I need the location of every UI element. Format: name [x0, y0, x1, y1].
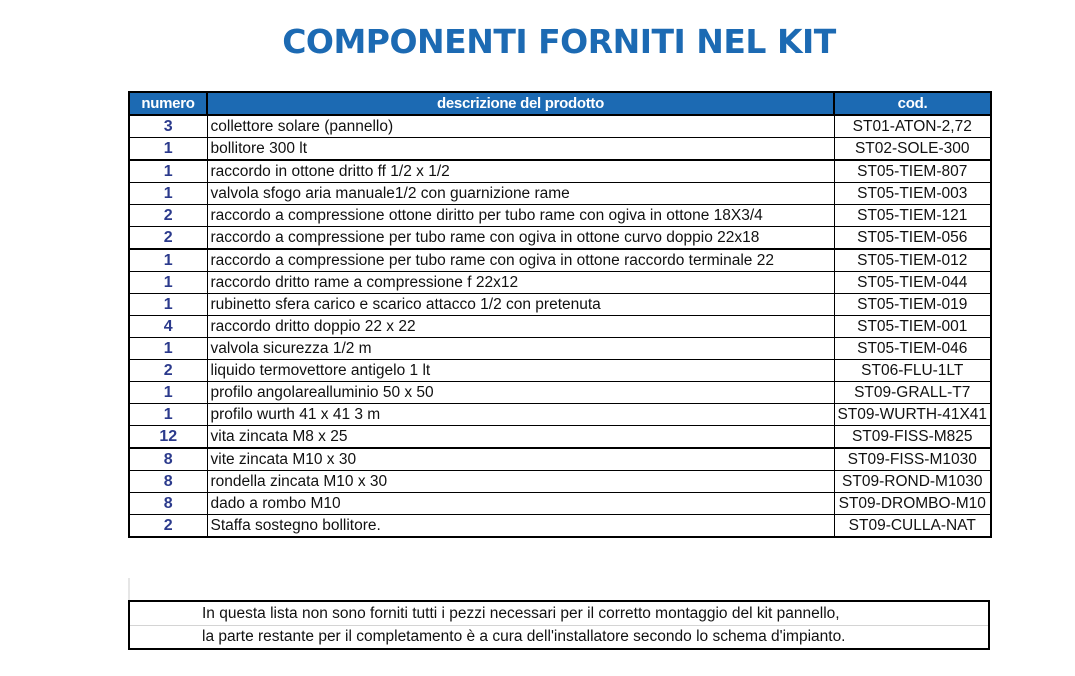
- description-cell: profilo wurth 41 x 41 3 m: [207, 404, 834, 426]
- code-cell: ST05-TIEM-044: [834, 272, 991, 294]
- table-row: [129, 205, 991, 227]
- description-cell: raccordo dritto rame a compressione f 22x12: [207, 272, 834, 294]
- table-body: [129, 115, 991, 537]
- quantity-cell: 2: [129, 205, 207, 227]
- code-cell: ST05-TIEM-012: [834, 249, 991, 272]
- quantity-cell: 2: [129, 360, 207, 382]
- description-cell: rubinetto sfera carico e scarico attacco 1/2 con pretenuta: [207, 294, 834, 316]
- code-cell: ST05-TIEM-121: [834, 205, 991, 227]
- code-cell: ST09-FISS-M825: [834, 426, 991, 449]
- quantity-cell: 8: [129, 448, 207, 471]
- table-row: [129, 227, 991, 250]
- table-row: [129, 160, 991, 183]
- code-cell: ST05-TIEM-056: [834, 227, 991, 250]
- column-header-qty: numero: [129, 92, 207, 115]
- quantity-cell: 1: [129, 249, 207, 272]
- column-header-code: cod.: [834, 92, 991, 115]
- table-row: [129, 404, 991, 426]
- description-cell: rondella zincata M10 x 30: [207, 471, 834, 493]
- table-row: [129, 471, 991, 493]
- table-row: [129, 183, 991, 205]
- description-cell: raccordo a compressione per tubo rame con ogiva in ottone raccordo terminale 22: [207, 249, 834, 272]
- table-row: [129, 382, 991, 404]
- quantity-cell: 2: [129, 515, 207, 538]
- quantity-cell: 1: [129, 382, 207, 404]
- quantity-cell: 8: [129, 471, 207, 493]
- quantity-cell: 8: [129, 493, 207, 515]
- table-row: [129, 272, 991, 294]
- description-cell: profilo angolarealluminio 50 x 50: [207, 382, 834, 404]
- quantity-cell: 1: [129, 183, 207, 205]
- code-cell: ST09-FISS-M1030: [834, 448, 991, 471]
- table-row: [129, 249, 991, 272]
- code-cell: ST09-WURTH-41X41: [834, 404, 991, 426]
- description-cell: collettore solare (pannello): [207, 115, 834, 138]
- components-table: [128, 91, 992, 538]
- quantity-cell: 12: [129, 426, 207, 449]
- code-cell: ST09-ROND-M1030: [834, 471, 991, 493]
- table-row: [129, 138, 991, 161]
- description-cell: raccordo dritto doppio 22 x 22: [207, 316, 834, 338]
- table-row: [129, 294, 991, 316]
- description-cell: raccordo a compressione ottone diritto per tubo rame con ogiva in ottone 18X3/4: [207, 205, 834, 227]
- code-cell: ST05-TIEM-807: [834, 160, 991, 183]
- code-cell: ST01-ATON-2,72: [834, 115, 991, 138]
- disclaimer-line-2: la parte restante per il completamento è a cura dell'installatore secondo lo schema d'impianto.: [130, 625, 988, 648]
- description-cell: vita zincata M8 x 25: [207, 426, 834, 449]
- table-row: [129, 448, 991, 471]
- description-cell: raccordo a compressione per tubo rame con ogiva in ottone curvo doppio 22x18: [207, 227, 834, 250]
- quantity-cell: 1: [129, 404, 207, 426]
- disclaimer-line-1: In questa lista non sono forniti tutti i pezzi necessari per il corretto montaggio del kit pannello,: [202, 605, 840, 622]
- code-cell: ST09-CULLA-NAT: [834, 515, 991, 538]
- code-cell: ST05-TIEM-046: [834, 338, 991, 360]
- quantity-cell: 1: [129, 338, 207, 360]
- column-header-description: descrizione del prodotto: [207, 92, 834, 115]
- table-header-row: [129, 92, 991, 115]
- quantity-cell: 1: [129, 272, 207, 294]
- description-cell: vite zincata M10 x 30: [207, 448, 834, 471]
- table-row: [129, 493, 991, 515]
- code-cell: ST05-TIEM-019: [834, 294, 991, 316]
- code-cell: ST05-TIEM-001: [834, 316, 991, 338]
- table-row: [129, 360, 991, 382]
- description-cell: valvola sicurezza 1/2 m: [207, 338, 834, 360]
- quantity-cell: 1: [129, 294, 207, 316]
- table-row: [129, 115, 991, 138]
- code-cell: ST02-SOLE-300: [834, 138, 991, 161]
- quantity-cell: 2: [129, 227, 207, 250]
- code-cell: ST09-GRALL-T7: [834, 382, 991, 404]
- quantity-cell: 1: [129, 138, 207, 161]
- page-title: COMPONENTI FORNITI NEL KIT: [282, 22, 836, 61]
- table-row: [129, 515, 991, 538]
- code-cell: ST09-DROMBO-M10: [834, 493, 991, 515]
- description-cell: liquido termovettore antigelo 1 lt: [207, 360, 834, 382]
- quantity-cell: 1: [129, 160, 207, 183]
- table-row: [129, 338, 991, 360]
- quantity-cell: 4: [129, 316, 207, 338]
- code-cell: ST05-TIEM-003: [834, 183, 991, 205]
- table-row: [129, 426, 991, 449]
- disclaimer-note: [128, 600, 990, 650]
- divider: [128, 578, 130, 600]
- description-cell: Staffa sostegno bollitore.: [207, 515, 834, 538]
- code-cell: ST06-FLU-1LT: [834, 360, 991, 382]
- quantity-cell: 3: [129, 115, 207, 138]
- description-cell: dado a rombo M10: [207, 493, 834, 515]
- description-cell: valvola sfogo aria manuale1/2 con guarnizione rame: [207, 183, 834, 205]
- description-cell: raccordo in ottone dritto ff 1/2 x 1/2: [207, 160, 834, 183]
- description-cell: bollitore 300 lt: [207, 138, 834, 161]
- table-row: [129, 316, 991, 338]
